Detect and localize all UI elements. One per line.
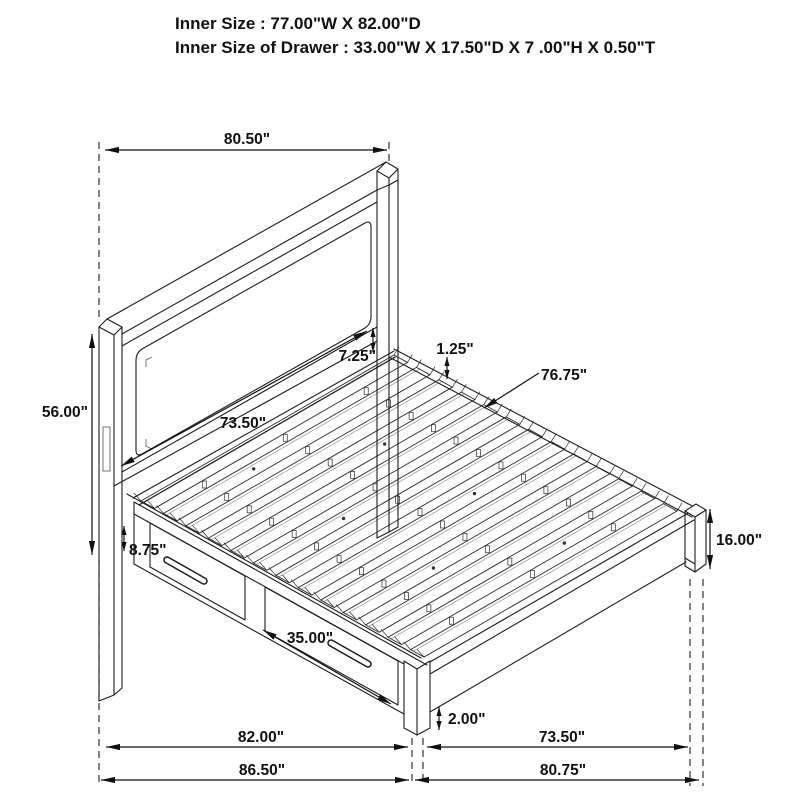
dim-label-80-75: 80.75" xyxy=(539,762,587,779)
screw-dot xyxy=(432,566,435,569)
inner-size-text: Inner Size : 77.00"W X 82.00"D xyxy=(175,14,421,33)
slat-clip xyxy=(544,487,548,494)
slat-clip xyxy=(485,546,489,553)
slat-clip xyxy=(404,592,408,599)
slat-clip xyxy=(247,506,251,513)
slat-end-tick xyxy=(596,458,601,466)
dimension-headboard-width xyxy=(105,131,387,150)
dimension-side-inner-length xyxy=(106,729,408,747)
dimension-footboard-overall-width xyxy=(415,762,699,780)
headboard-top-rail xyxy=(107,162,386,346)
slat-clip xyxy=(440,521,444,528)
slat-end-tick xyxy=(619,471,624,479)
dim-label-73-50-headboard: 73.50" xyxy=(219,415,267,432)
slat-clip xyxy=(270,518,274,525)
slat-clip xyxy=(364,388,368,395)
screw-dot xyxy=(563,541,566,544)
slat-clip xyxy=(306,447,310,454)
slat-clip xyxy=(508,558,512,565)
slat-clip xyxy=(454,437,458,444)
panel-corner-tick-bottom xyxy=(146,439,152,449)
slat-end-tick xyxy=(574,446,579,454)
dimension-headboard-rail-height xyxy=(338,328,376,365)
slat-clip xyxy=(611,524,615,531)
slat-clip xyxy=(292,531,296,538)
panel-corner-tick-top xyxy=(146,357,152,367)
slat-end-tick xyxy=(565,441,570,449)
slat-clip xyxy=(225,493,229,500)
slat-end-tick xyxy=(551,434,556,442)
slat-clip xyxy=(566,499,570,506)
slat-clip xyxy=(202,481,206,488)
slat-clip xyxy=(449,617,453,624)
screw-dot xyxy=(252,467,255,470)
slat-clip xyxy=(530,571,534,578)
slat-end-tick xyxy=(587,454,592,462)
slat-clip xyxy=(337,555,341,562)
slat-platform xyxy=(134,347,682,657)
post-notch xyxy=(103,427,110,471)
slat-clip xyxy=(315,543,319,550)
dimension-side-overall-length xyxy=(101,762,409,780)
slat-end-tick xyxy=(224,543,231,551)
dim-label-7-25: 7.25" xyxy=(338,348,376,365)
dimension-slat-length xyxy=(484,367,587,408)
dim-label-80-50: 80.50" xyxy=(223,131,271,148)
dim-label-82-00: 82.00" xyxy=(237,729,285,746)
screw-dot xyxy=(342,517,345,520)
slat-clip xyxy=(463,533,467,540)
slat-clip xyxy=(328,459,332,466)
dim-label-73-50-foot: 73.50" xyxy=(538,729,586,746)
slat-clip xyxy=(499,462,503,469)
dim-label-76-75: 76.75" xyxy=(541,367,588,384)
headboard-left-post xyxy=(99,319,122,701)
screw-dot xyxy=(473,492,476,495)
dimension-floor-clearance xyxy=(439,707,486,730)
screw-dot xyxy=(383,442,386,445)
slat-end-tick xyxy=(542,429,547,437)
front-corner-leg xyxy=(404,661,430,735)
far-corner-leg xyxy=(685,504,706,572)
slat-end-tick xyxy=(632,478,637,486)
dim-label-86-50: 86.50" xyxy=(238,762,286,779)
slat-clip xyxy=(382,580,386,587)
slat-clip xyxy=(589,511,593,518)
slat-clip xyxy=(521,474,525,481)
slat-clip xyxy=(427,605,431,612)
dimension-footboard-inner-width xyxy=(427,729,688,747)
slat-clip xyxy=(283,434,287,441)
slat-clip xyxy=(432,425,436,432)
dim-label-8-75: 8.75" xyxy=(129,542,167,559)
slat-clip xyxy=(409,412,413,419)
dim-label-35-00: 35.00" xyxy=(286,630,334,647)
slat-clip xyxy=(351,471,355,478)
dimension-slat-edge xyxy=(436,341,474,379)
dim-label-56-00: 56.00" xyxy=(41,404,88,421)
inner-drawer-size-text: Inner Size of Drawer : 33.00"W X 17.50"D X 7 .00"H X 0.50"T xyxy=(175,38,656,57)
slat-end-tick xyxy=(610,466,615,474)
slat-clip xyxy=(418,509,422,516)
dim-label-16-00: 16.00" xyxy=(716,532,763,549)
slat-clip xyxy=(360,568,364,575)
dim-label-1-25: 1.25" xyxy=(436,341,474,358)
header-title xyxy=(175,14,656,57)
dim-label-2-00: 2.00" xyxy=(448,711,486,728)
dimension-headboard-height xyxy=(42,334,92,555)
slat-clip xyxy=(477,449,481,456)
dimension-footboard-height xyxy=(710,509,762,569)
